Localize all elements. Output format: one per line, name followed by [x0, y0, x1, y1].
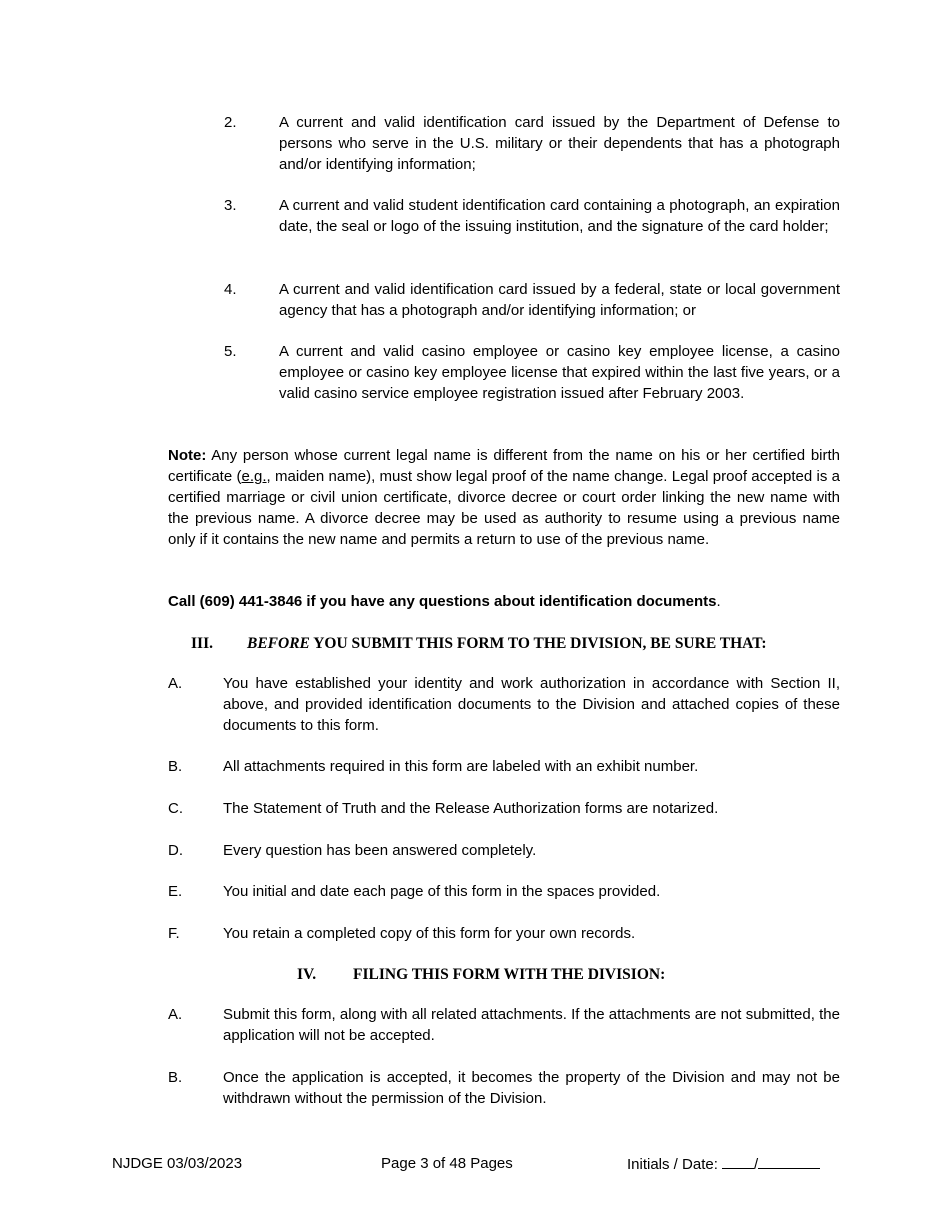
section-3-number: III.: [191, 635, 213, 652]
footer-form-id: NJDGE 03/03/2023: [112, 1155, 243, 1172]
item-marker: D.: [168, 842, 183, 859]
initials-label: Initials / Date:: [627, 1156, 718, 1173]
section-4-item-b: [168, 1067, 840, 1109]
section-3-before: BEFORE: [247, 635, 310, 652]
item-text: Once the application is accepted, it becomes the property of the Division and may not be withdrawn without the permission of the Division.: [223, 1069, 840, 1107]
list-marker: 2.: [224, 114, 237, 131]
list-item-2: [224, 112, 840, 175]
section-3-item-e: [168, 881, 840, 902]
initials-field[interactable]: [722, 1153, 754, 1169]
list-text: A current and valid identification card issued by the Department of Defense to persons who serve in the U.S. military or their dependents that has a photograph and/or identifying information;: [279, 114, 840, 173]
note-paragraph: [168, 445, 840, 550]
list-item-5: [224, 341, 840, 404]
footer-initials: [627, 1153, 820, 1175]
item-text: Every question has been answered completely.: [223, 842, 537, 859]
section-3-title: YOU SUBMIT THIS FORM TO THE DIVISION, BE SURE THAT:: [309, 635, 767, 652]
list-item-3: [224, 195, 840, 237]
list-text: A current and valid student identification card containing a photograph, an expiration date, the seal or logo of the issuing institution, and the signature of the card holder;: [279, 197, 840, 235]
item-marker: E.: [168, 883, 183, 900]
section-4-item-a: [168, 1004, 840, 1046]
section-4-number: IV.: [297, 966, 317, 983]
section-3-item-c: [168, 798, 840, 819]
item-text: You have established your identity and work authorization in accordance with Section II, above, and provided identification documents to the Division and attached copies of these documents to this form.: [223, 675, 840, 734]
list-text: A current and valid casino employee or casino key employee license, a casino employee or casino key employee license that expired within the last five years, or a valid casino service employee registration issued after February 2003.: [279, 343, 840, 402]
item-marker: F.: [168, 925, 180, 942]
section-4-title: FILING THIS FORM WITH THE DIVISION:: [353, 966, 666, 983]
initials-date-separator: /: [754, 1156, 759, 1173]
section-3-item-f: [168, 923, 840, 944]
note-text-after: , maiden name), must show legal proof of the name change. Legal proof accepted is a certified marriage or civil union certificate, divorce decree or court order linking the new name with the previous name. A divorce decree may be used as authority to resume using a previous name only if it contains the new name and permits a return to use of the previous name.: [168, 468, 841, 548]
call-line: [168, 591, 840, 612]
note-text-before: Any person whose current legal name is different from the name on his or her certified birth certificate (: [168, 447, 840, 485]
item-text: You initial and date each page of this form in the spaces provided.: [223, 883, 661, 900]
list-text: A current and valid identification card issued by a federal, state or local government agency that has a photograph and/or identifying information; or: [279, 281, 840, 319]
item-marker: A.: [168, 1006, 183, 1023]
section-4-heading: [297, 964, 665, 985]
list-item-4: [224, 279, 840, 321]
item-text: The Statement of Truth and the Release Authorization forms are notarized.: [223, 800, 719, 817]
item-text: Submit this form, along with all related attachments. If the attachments are not submitted, the application will not be accepted.: [223, 1006, 840, 1044]
item-text: All attachments required in this form are labeled with an exhibit number.: [223, 758, 699, 775]
date-field[interactable]: [758, 1153, 820, 1169]
section-3-item-d: [168, 840, 840, 861]
note-label: Note:: [168, 447, 207, 464]
footer-page-number: Page 3 of 48 Pages: [381, 1155, 513, 1172]
section-3-item-a: [168, 673, 840, 736]
call-text: Call (609) 441-3846 if you have any questions about identification documents: [168, 593, 717, 610]
list-marker: 4.: [224, 281, 237, 298]
item-marker: B.: [168, 1069, 183, 1086]
item-marker: A.: [168, 675, 183, 692]
list-marker: 3.: [224, 197, 237, 214]
section-3-heading: [191, 633, 767, 654]
item-marker: C.: [168, 800, 183, 817]
item-marker: B.: [168, 758, 183, 775]
list-marker: 5.: [224, 343, 237, 360]
item-text: You retain a completed copy of this form for your own records.: [223, 925, 636, 942]
section-3-item-b: [168, 756, 840, 777]
call-end: .: [716, 593, 721, 610]
note-eg: e.g.: [241, 468, 267, 485]
